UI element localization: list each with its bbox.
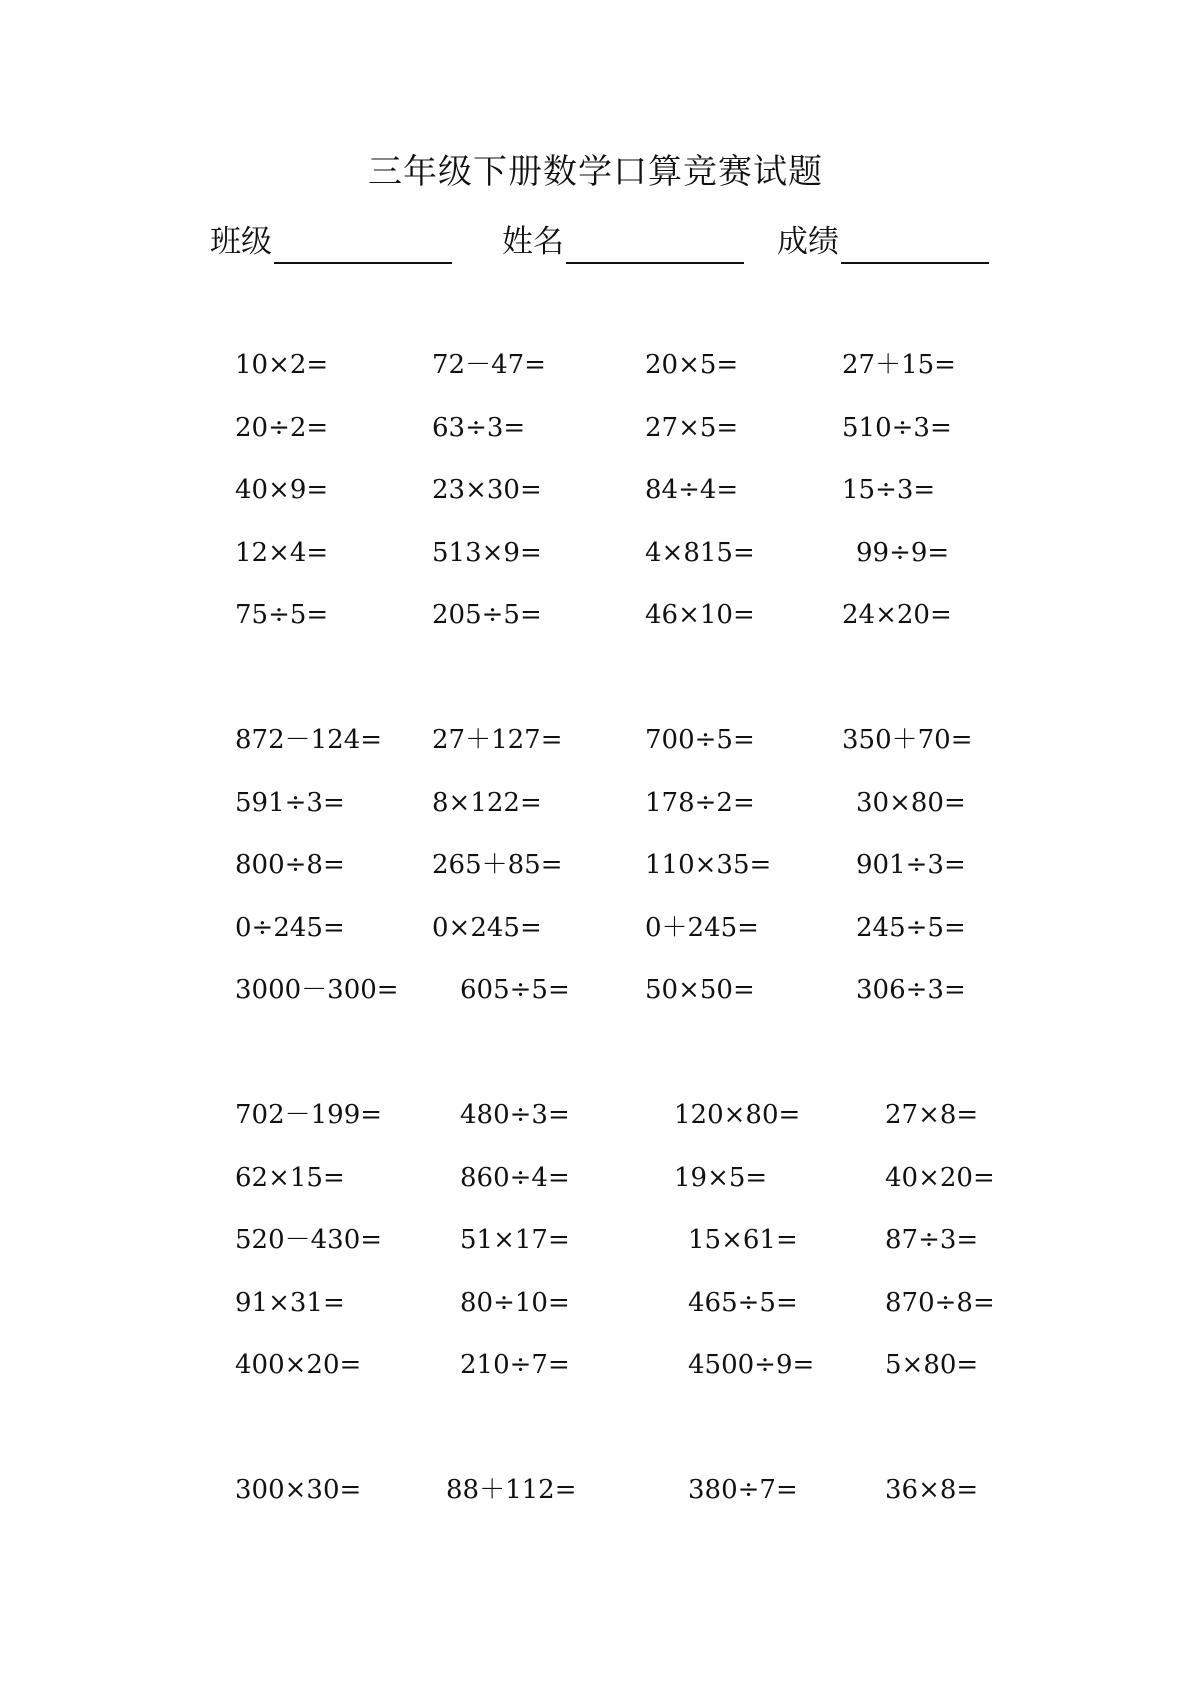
problem: 40×20= bbox=[885, 1163, 995, 1193]
problem: 91×31= bbox=[235, 1288, 345, 1318]
class-blank-line[interactable] bbox=[274, 228, 452, 264]
problem: 20×5= bbox=[645, 350, 739, 380]
problem: 46×10= bbox=[645, 600, 755, 630]
name-field bbox=[502, 220, 744, 264]
problem: 10×2= bbox=[235, 350, 329, 380]
problem: 245÷5= bbox=[856, 913, 966, 943]
problem: 350＋70= bbox=[842, 725, 973, 755]
problem: 210÷7= bbox=[460, 1350, 570, 1380]
problem: 0÷245= bbox=[235, 913, 345, 943]
problem: 4500÷9= bbox=[688, 1350, 815, 1380]
name-blank-line[interactable] bbox=[566, 228, 744, 264]
problem: 870÷8= bbox=[885, 1288, 995, 1318]
problem: 15÷3= bbox=[842, 475, 936, 505]
problem: 306÷3= bbox=[856, 975, 966, 1005]
problem: 84÷4= bbox=[645, 475, 739, 505]
problem: 63÷3= bbox=[432, 413, 526, 443]
problem: 12×4= bbox=[235, 538, 329, 568]
problem: 20÷2= bbox=[235, 413, 329, 443]
problem: 51×17= bbox=[460, 1225, 570, 1255]
problem: 702－199= bbox=[235, 1100, 383, 1130]
problem: 3000－300= bbox=[235, 975, 399, 1005]
problem: 265＋85= bbox=[432, 850, 563, 880]
problem: 19×5= bbox=[674, 1163, 768, 1193]
problem: 700÷5= bbox=[645, 725, 755, 755]
name-label: 姓名 bbox=[502, 224, 564, 260]
problem: 0×245= bbox=[432, 913, 542, 943]
problem: 24×20= bbox=[842, 600, 952, 630]
problem: 50×50= bbox=[645, 975, 755, 1005]
problem: 591÷3= bbox=[235, 788, 345, 818]
problem: 99÷9= bbox=[856, 538, 950, 568]
problem: 27×8= bbox=[885, 1100, 979, 1130]
score-field bbox=[777, 220, 989, 264]
problem: 88＋112= bbox=[446, 1475, 577, 1505]
problem: 480÷3= bbox=[460, 1100, 570, 1130]
student-info-row bbox=[0, 220, 1191, 270]
problem: 400×20= bbox=[235, 1350, 362, 1380]
problem: 860÷4= bbox=[460, 1163, 570, 1193]
problem: 27＋15= bbox=[842, 350, 956, 380]
problem: 23×30= bbox=[432, 475, 542, 505]
problem: 30×80= bbox=[856, 788, 966, 818]
problem: 5×80= bbox=[885, 1350, 979, 1380]
problem: 510÷3= bbox=[842, 413, 952, 443]
problem: 513×9= bbox=[432, 538, 542, 568]
problem: 15×61= bbox=[688, 1225, 798, 1255]
problem: 120×80= bbox=[674, 1100, 801, 1130]
problem: 27＋127= bbox=[432, 725, 563, 755]
problem: 80÷10= bbox=[460, 1288, 570, 1318]
score-label: 成绩 bbox=[777, 224, 839, 260]
problem: 0＋245= bbox=[645, 913, 759, 943]
problem: 872－124= bbox=[235, 725, 383, 755]
problem: 62×15= bbox=[235, 1163, 345, 1193]
problem: 27×5= bbox=[645, 413, 739, 443]
problem: 110×35= bbox=[645, 850, 772, 880]
problem: 72－47= bbox=[432, 350, 546, 380]
problem: 36×8= bbox=[885, 1475, 979, 1505]
class-field bbox=[210, 220, 452, 264]
problem: 205÷5= bbox=[432, 600, 542, 630]
problem: 40×9= bbox=[235, 475, 329, 505]
problem: 300×30= bbox=[235, 1475, 362, 1505]
problem: 605÷5= bbox=[460, 975, 570, 1005]
problem: 520－430= bbox=[235, 1225, 383, 1255]
page-title: 三年级下册数学口算竞赛试题 bbox=[368, 152, 823, 192]
class-label: 班级 bbox=[210, 224, 272, 260]
score-blank-line[interactable] bbox=[841, 228, 989, 264]
problem: 87÷3= bbox=[885, 1225, 979, 1255]
problem: 380÷7= bbox=[688, 1475, 798, 1505]
problem: 901÷3= bbox=[856, 850, 966, 880]
problem: 4×815= bbox=[645, 538, 755, 568]
problem: 465÷5= bbox=[688, 1288, 798, 1318]
problem: 75÷5= bbox=[235, 600, 329, 630]
problem: 178÷2= bbox=[645, 788, 755, 818]
problem: 8×122= bbox=[432, 788, 542, 818]
problem: 800÷8= bbox=[235, 850, 345, 880]
